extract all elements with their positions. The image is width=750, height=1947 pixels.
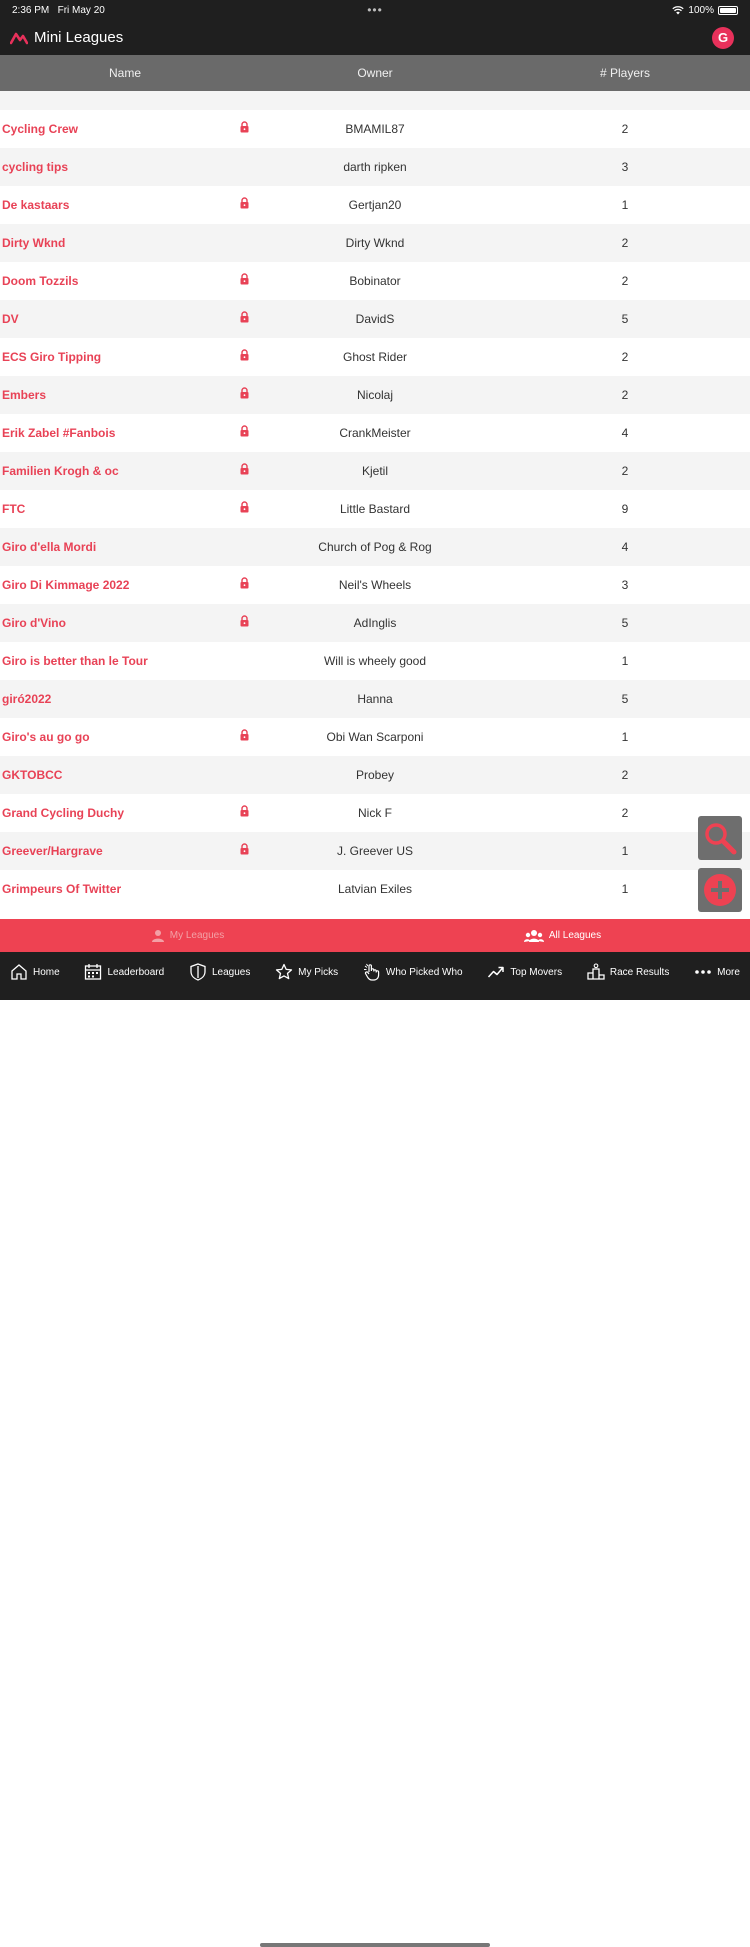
- search-icon: [702, 820, 738, 856]
- tab-home-label: Home: [33, 966, 60, 978]
- lock-icon: [239, 805, 250, 817]
- league-owner: Bobinator: [349, 274, 401, 288]
- tab-home[interactable]: [10, 963, 60, 981]
- app-header: [0, 20, 750, 55]
- user-avatar[interactable]: G: [712, 27, 734, 49]
- lock-icon: [239, 273, 250, 285]
- league-player-count: 3: [621, 160, 629, 174]
- league-name[interactable]: Grimpeurs Of Twitter: [2, 882, 122, 896]
- tab-leaderboard-label: Leaderboard: [107, 966, 165, 978]
- plus-circle-icon: [702, 872, 738, 908]
- league-player-count: 5: [621, 312, 629, 326]
- table-row[interactable]: [0, 604, 750, 642]
- league-name[interactable]: Dirty Wknd: [2, 236, 66, 250]
- league-name[interactable]: cycling tips: [2, 160, 69, 174]
- my-leagues-label: My Leagues: [169, 930, 225, 941]
- column-header-owner[interactable]: Owner: [357, 66, 393, 80]
- table-row[interactable]: [0, 186, 750, 224]
- add-league-button[interactable]: [698, 868, 742, 912]
- league-player-count: 2: [621, 350, 629, 364]
- table-row[interactable]: [0, 224, 750, 262]
- league-owner: darth ripken: [343, 160, 407, 174]
- search-button[interactable]: [698, 816, 742, 860]
- calendar-icon: [84, 963, 102, 981]
- column-header-name[interactable]: Name: [108, 66, 141, 80]
- tab-race-results-label: Race Results: [609, 966, 670, 978]
- table-row[interactable]: [0, 756, 750, 794]
- table-row[interactable]: [0, 680, 750, 718]
- table-row[interactable]: [0, 642, 750, 680]
- wifi-icon: [672, 5, 684, 15]
- tab-more[interactable]: [694, 963, 740, 981]
- trending-up-icon: [487, 963, 505, 981]
- lock-icon: [239, 121, 250, 133]
- league-name[interactable]: Familien Krogh & oc: [0, 464, 250, 478]
- league-player-count: 2: [621, 122, 629, 136]
- tab-my-picks[interactable]: [275, 963, 338, 981]
- battery-percent: 100%: [688, 4, 714, 16]
- page-title: Mini Leagues: [34, 29, 124, 46]
- status-date: Fri May 20: [57, 4, 105, 16]
- lock-icon: [239, 349, 250, 361]
- league-name[interactable]: giró2022: [2, 692, 52, 706]
- home-icon: [10, 963, 28, 981]
- league-player-count: 1: [621, 844, 629, 858]
- lock-icon: [239, 729, 250, 741]
- more-dots-icon: [694, 963, 712, 981]
- lock-icon: [239, 425, 250, 437]
- table-row[interactable]: [0, 490, 750, 528]
- league-name[interactable]: Giro Di Kimmage 2022: [0, 578, 250, 592]
- lock-icon: [239, 197, 250, 209]
- table-row[interactable]: [0, 338, 750, 376]
- shield-icon: [189, 963, 207, 981]
- league-owner: Church of Pog & Rog: [318, 540, 432, 554]
- status-bar: [0, 0, 750, 20]
- table-header: [0, 55, 750, 91]
- status-right: [538, 5, 738, 16]
- league-name[interactable]: Greever/Hargrave: [0, 844, 250, 858]
- lock-icon: [239, 843, 250, 855]
- league-owner: Probey: [355, 768, 395, 782]
- league-name[interactable]: Giro is better than le Tour: [2, 654, 148, 668]
- lock-icon: [239, 387, 250, 399]
- tab-my-picks-label: My Picks: [298, 966, 339, 978]
- podium-icon: [587, 963, 605, 981]
- league-owner: Kjetil: [361, 464, 388, 478]
- league-name[interactable]: Grand Cycling Duchy: [0, 806, 250, 820]
- league-name[interactable]: GKTOBCC: [2, 768, 63, 782]
- table-row[interactable]: [0, 110, 750, 148]
- league-owner: Hanna: [357, 692, 393, 706]
- league-player-count: 2: [621, 768, 629, 782]
- league-name[interactable]: ECS Giro Tipping: [0, 350, 250, 364]
- league-owner: CrankMeister: [339, 426, 411, 440]
- league-owner: Neil's Wheels: [338, 578, 412, 592]
- league-owner: DavidS: [355, 312, 395, 326]
- table-row[interactable]: [0, 870, 750, 908]
- league-player-count: 5: [621, 692, 629, 706]
- league-name[interactable]: Giro d'Vino: [0, 616, 250, 630]
- league-owner: Nick F: [358, 806, 392, 820]
- tab-top-movers-label: Top Movers: [510, 966, 563, 978]
- league-owner: J. Greever US: [336, 844, 414, 858]
- league-owner: Little Bastard: [339, 502, 411, 516]
- league-player-count: 2: [621, 274, 629, 288]
- league-player-count: 2: [621, 806, 629, 820]
- league-owner: AdInglis: [353, 616, 397, 630]
- league-name[interactable]: De kastaars: [0, 198, 250, 212]
- group-icon: [524, 929, 544, 943]
- league-owner: Ghost Rider: [342, 350, 408, 364]
- league-filter-toggle: [0, 919, 750, 952]
- league-name[interactable]: Giro's au go go: [0, 730, 250, 744]
- lock-icon: [239, 615, 250, 627]
- table-row[interactable]: [0, 376, 750, 414]
- my-leagues-toggle[interactable]: [0, 929, 375, 943]
- league-player-count: 4: [621, 426, 629, 440]
- league-player-count: 1: [621, 654, 629, 668]
- tab-who-picked-who[interactable]: [363, 963, 463, 981]
- tab-race-results[interactable]: [587, 963, 669, 981]
- tab-top-movers[interactable]: [487, 963, 562, 981]
- league-owner: Latvian Exiles: [337, 882, 413, 896]
- league-owner: Will is wheely good: [323, 654, 427, 668]
- tab-leaderboard[interactable]: [84, 963, 164, 981]
- tab-leagues-label: Leagues: [211, 966, 251, 978]
- league-player-count: 2: [621, 388, 629, 402]
- lock-icon: [239, 577, 250, 589]
- league-player-count: 1: [621, 198, 629, 212]
- league-player-count: 9: [621, 502, 629, 516]
- table-row[interactable]: [0, 566, 750, 604]
- league-name[interactable]: FTC: [0, 502, 250, 516]
- lock-icon: [239, 463, 250, 475]
- table-row[interactable]: [0, 528, 750, 566]
- tab-more-label: More: [717, 966, 740, 978]
- league-name[interactable]: DV: [0, 312, 250, 326]
- battery-icon: [718, 6, 738, 15]
- hand-pointer-icon: [363, 963, 381, 981]
- league-name[interactable]: Doom Tozzils: [0, 274, 250, 288]
- table-row-partial[interactable]: [0, 91, 750, 110]
- status-time-date: [12, 5, 212, 16]
- table-row[interactable]: [0, 300, 750, 338]
- table-row[interactable]: [0, 794, 750, 832]
- league-player-count: 1: [621, 730, 629, 744]
- league-owner: Obi Wan Scarponi: [326, 730, 424, 744]
- league-list[interactable]: [0, 91, 750, 920]
- table-row[interactable]: [0, 832, 750, 870]
- league-owner: Dirty Wknd: [345, 236, 405, 250]
- column-header-players[interactable]: # Players: [599, 66, 651, 80]
- person-icon: [151, 929, 165, 943]
- table-row[interactable]: [0, 452, 750, 490]
- league-owner: Nicolaj: [356, 388, 393, 402]
- league-player-count: 2: [621, 464, 629, 478]
- league-player-count: 1: [621, 882, 629, 896]
- table-row[interactable]: [0, 262, 750, 300]
- league-player-count: 4: [621, 540, 629, 554]
- app-logo-icon: [10, 31, 28, 45]
- league-player-count: 3: [621, 578, 629, 592]
- bottom-tab-bar: [0, 952, 750, 1000]
- tab-who-picked-who-label: Who Picked Who: [385, 966, 463, 978]
- table-row[interactable]: [0, 718, 750, 756]
- league-name[interactable]: Giro d'ella Mordi: [2, 540, 97, 554]
- all-leagues-label: All Leagues: [548, 930, 602, 941]
- star-icon: [275, 963, 293, 981]
- lock-icon: [239, 501, 250, 513]
- all-leagues-toggle[interactable]: [375, 929, 750, 943]
- tab-leagues[interactable]: [189, 963, 250, 981]
- status-time: 2:36 PM: [12, 4, 50, 16]
- league-name[interactable]: Embers: [0, 388, 250, 402]
- league-owner: Gertjan20: [348, 198, 402, 212]
- table-row[interactable]: [0, 148, 750, 186]
- table-row[interactable]: [0, 414, 750, 452]
- lock-icon: [239, 311, 250, 323]
- league-player-count: 5: [621, 616, 629, 630]
- league-name[interactable]: Cycling Crew: [0, 122, 250, 136]
- home-indicator: [260, 1943, 490, 1947]
- multitask-dots[interactable]: •••: [367, 3, 383, 17]
- league-name[interactable]: Erik Zabel #Fanbois: [0, 426, 250, 440]
- league-owner: BMAMIL87: [345, 122, 405, 136]
- league-player-count: 2: [621, 236, 629, 250]
